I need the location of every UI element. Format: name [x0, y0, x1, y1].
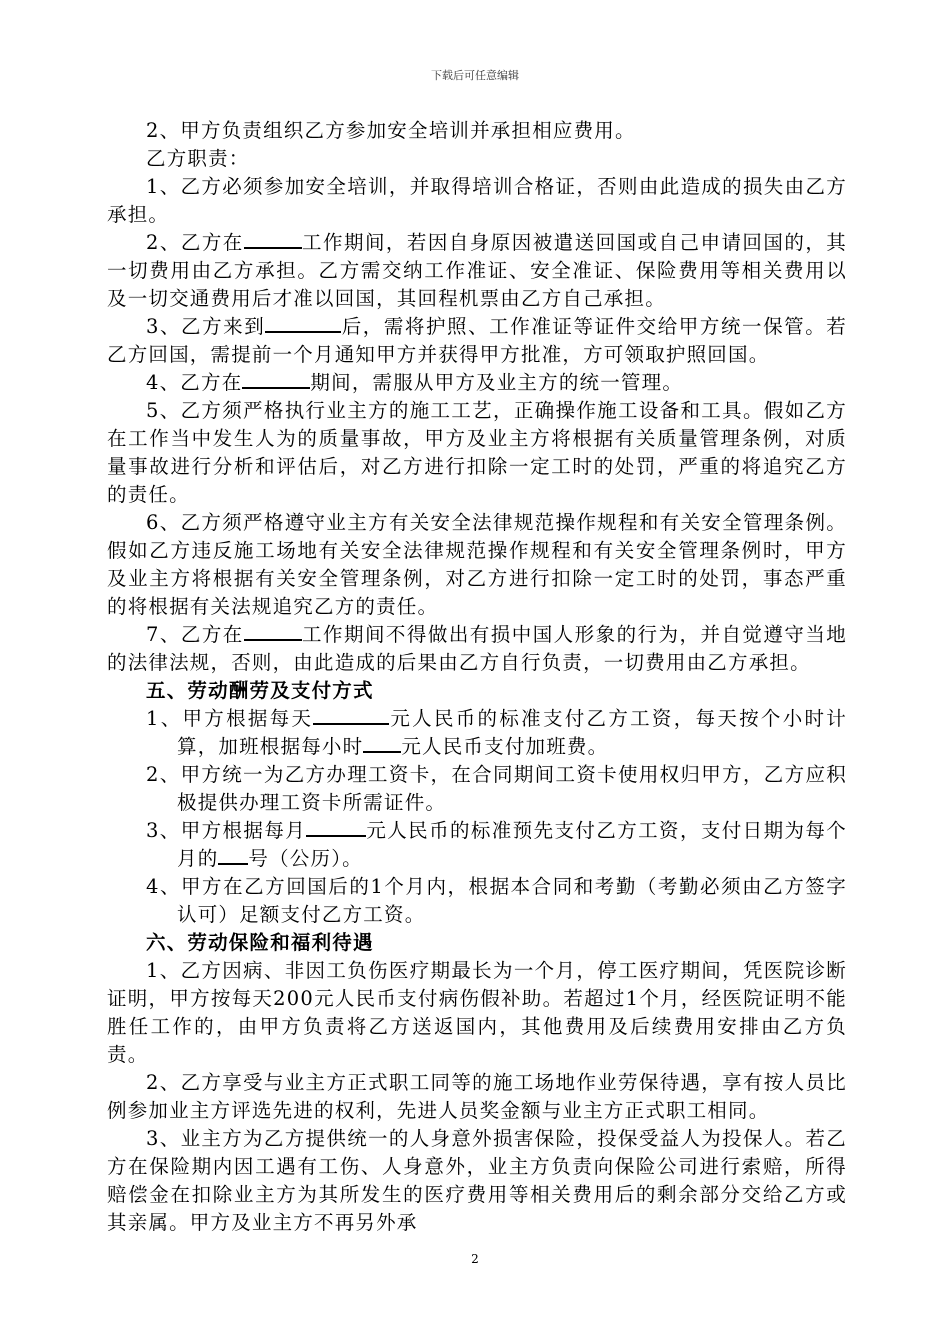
document-body: [107, 117, 847, 1237]
fill-in-blank: [218, 845, 248, 865]
paragraph-text: 2、甲方负责组织乙方参加安全培训并承担相应费用。: [146, 119, 636, 142]
paragraph: [107, 173, 847, 229]
fill-in-blank: [313, 705, 389, 725]
paragraph-text: 号（公历）。: [248, 847, 363, 870]
paragraph: [107, 229, 847, 313]
page-header: 下载后可任意编辑: [431, 69, 519, 82]
paragraph: [107, 873, 847, 929]
fill-in-blank: [244, 229, 302, 249]
section-heading-text: 五、劳动酬劳及支付方式: [146, 679, 374, 702]
paragraph-text: 7、乙方在: [146, 623, 244, 646]
paragraph-text: 元人民币的标准支付乙方工资，每天按个小时计算，加班根据每小时: [177, 707, 847, 758]
paragraph-text: 工作期间，若因自身原因被遣送回国或自己申请回国的，其一切费用由乙方承担。乙方需交纳工作准证、安全准证、保险费用等相关费用以及一切交通费用后才准以回国，其回程机票由乙方自己承担。: [107, 231, 847, 310]
paragraph-text: 1、乙方必须参加安全培训，并取得培训合格证，否则由此造成的损失由乙方承担。: [107, 175, 847, 226]
paragraph: [107, 1069, 847, 1125]
paragraph-text: 3、乙方来到: [146, 315, 266, 338]
fill-in-blank: [306, 817, 366, 837]
paragraph: [107, 369, 847, 397]
paragraph-text: 期间，需服从甲方及业主方的统一管理。: [310, 371, 684, 394]
paragraph: [107, 1125, 847, 1237]
paragraph-text: 2、乙方享受与业主方正式职工同等的施工场地作业劳保待遇，享有按人员比例参加业主方评选先进的权利，先进人员奖金额与业主方正式职工相同。: [107, 1071, 847, 1122]
paragraph: [107, 145, 847, 173]
paragraph-text: 工作期间不得做出有损中国人形象的行为，并自觉遵守当地的法律法规，否则，由此造成的后果由乙方自行负责，一切费用由乙方承担。: [107, 623, 847, 674]
paragraph-text: 2、甲方统一为乙方办理工资卡，在合同期间工资卡使用权归甲方，乙方应积极提供办理工资卡所需证件。: [146, 763, 847, 814]
paragraph: [107, 621, 847, 677]
fill-in-blank: [265, 313, 341, 333]
paragraph-text: 3、甲方根据每月: [146, 819, 307, 842]
paragraph-text: 后，需将护照、工作准证等证件交给甲方统一保管。若乙方回国，需提前一个月通知甲方并获得甲方批准，方可领取护照回国。: [107, 315, 847, 366]
paragraph-text: 2、乙方在: [146, 231, 244, 254]
paragraph: [107, 705, 847, 761]
paragraph-text: 1、乙方因病、非因工负伤医疗期最长为一个月，停工医疗期间，凭医院诊断证明，甲方按每天200元人民币支付病伤假补助。若超过1个月，经医院证明不能胜任工作的，由甲方负责将乙方送返国内，其他费用及后续费用安排由乙方负责。: [107, 959, 847, 1066]
paragraph: [107, 957, 847, 1069]
paragraph-text: 3、业主方为乙方提供统一的人身意外损害保险，投保受益人为投保人。若乙方在保险期内因工遇有工伤、人身意外，业主方负责向保险公司进行索赔，所得赔偿金在扣除业主方为其所发生的医疗费用等相关费用后的剩余部分交给乙方或其亲属。甲方及业主方不再另外承: [107, 1127, 847, 1234]
paragraph: [107, 817, 847, 873]
paragraph-text: 4、乙方在: [146, 371, 243, 394]
paragraph: [107, 117, 847, 145]
paragraph: [107, 397, 847, 509]
paragraph: [107, 509, 847, 621]
fill-in-blank: [363, 733, 401, 753]
paragraph-text: 6、乙方须严格遵守业主方有关安全法律规范操作规程和有关安全管理条例。假如乙方违反施工场地有关安全法律规范操作规程和有关安全管理条例时，甲方及业主方将根据有关安全管理条例，对乙方进行扣除一定工时的处罚，事态严重的将根据有关法规追究乙方的责任。: [107, 511, 847, 618]
section-heading: [107, 677, 847, 705]
fill-in-blank: [244, 621, 302, 641]
paragraph: [107, 761, 847, 817]
paragraph-text: 元人民币的标准预先支付乙方工资，支付日期为每个月的: [177, 819, 847, 870]
section-heading-text: 六、劳动保险和福利待遇: [146, 931, 374, 954]
page-number: 2: [471, 1252, 479, 1266]
paragraph-text: 元人民币支付加班费。: [401, 735, 609, 758]
paragraph-text: 乙方职责：: [146, 147, 250, 170]
paragraph: [107, 313, 847, 369]
section-heading: [107, 929, 847, 957]
paragraph-text: 4、甲方在乙方回国后的1个月内，根据本合同和考勤（考勤必须由乙方签字认可）足额支付乙方工资。: [146, 875, 847, 926]
paragraph-text: 1、甲方根据每天: [146, 707, 314, 730]
paragraph-text: 5、乙方须严格执行业主方的施工工艺，正确操作施工设备和工具。假如乙方在工作当中发生人为的质量事故，甲方及业主方将根据有关质量管理条例，对质量事故进行分析和评估后，对乙方进行扣除一定工时的处罚，严重的将追究乙方的责任。: [107, 399, 847, 506]
fill-in-blank: [242, 369, 310, 389]
